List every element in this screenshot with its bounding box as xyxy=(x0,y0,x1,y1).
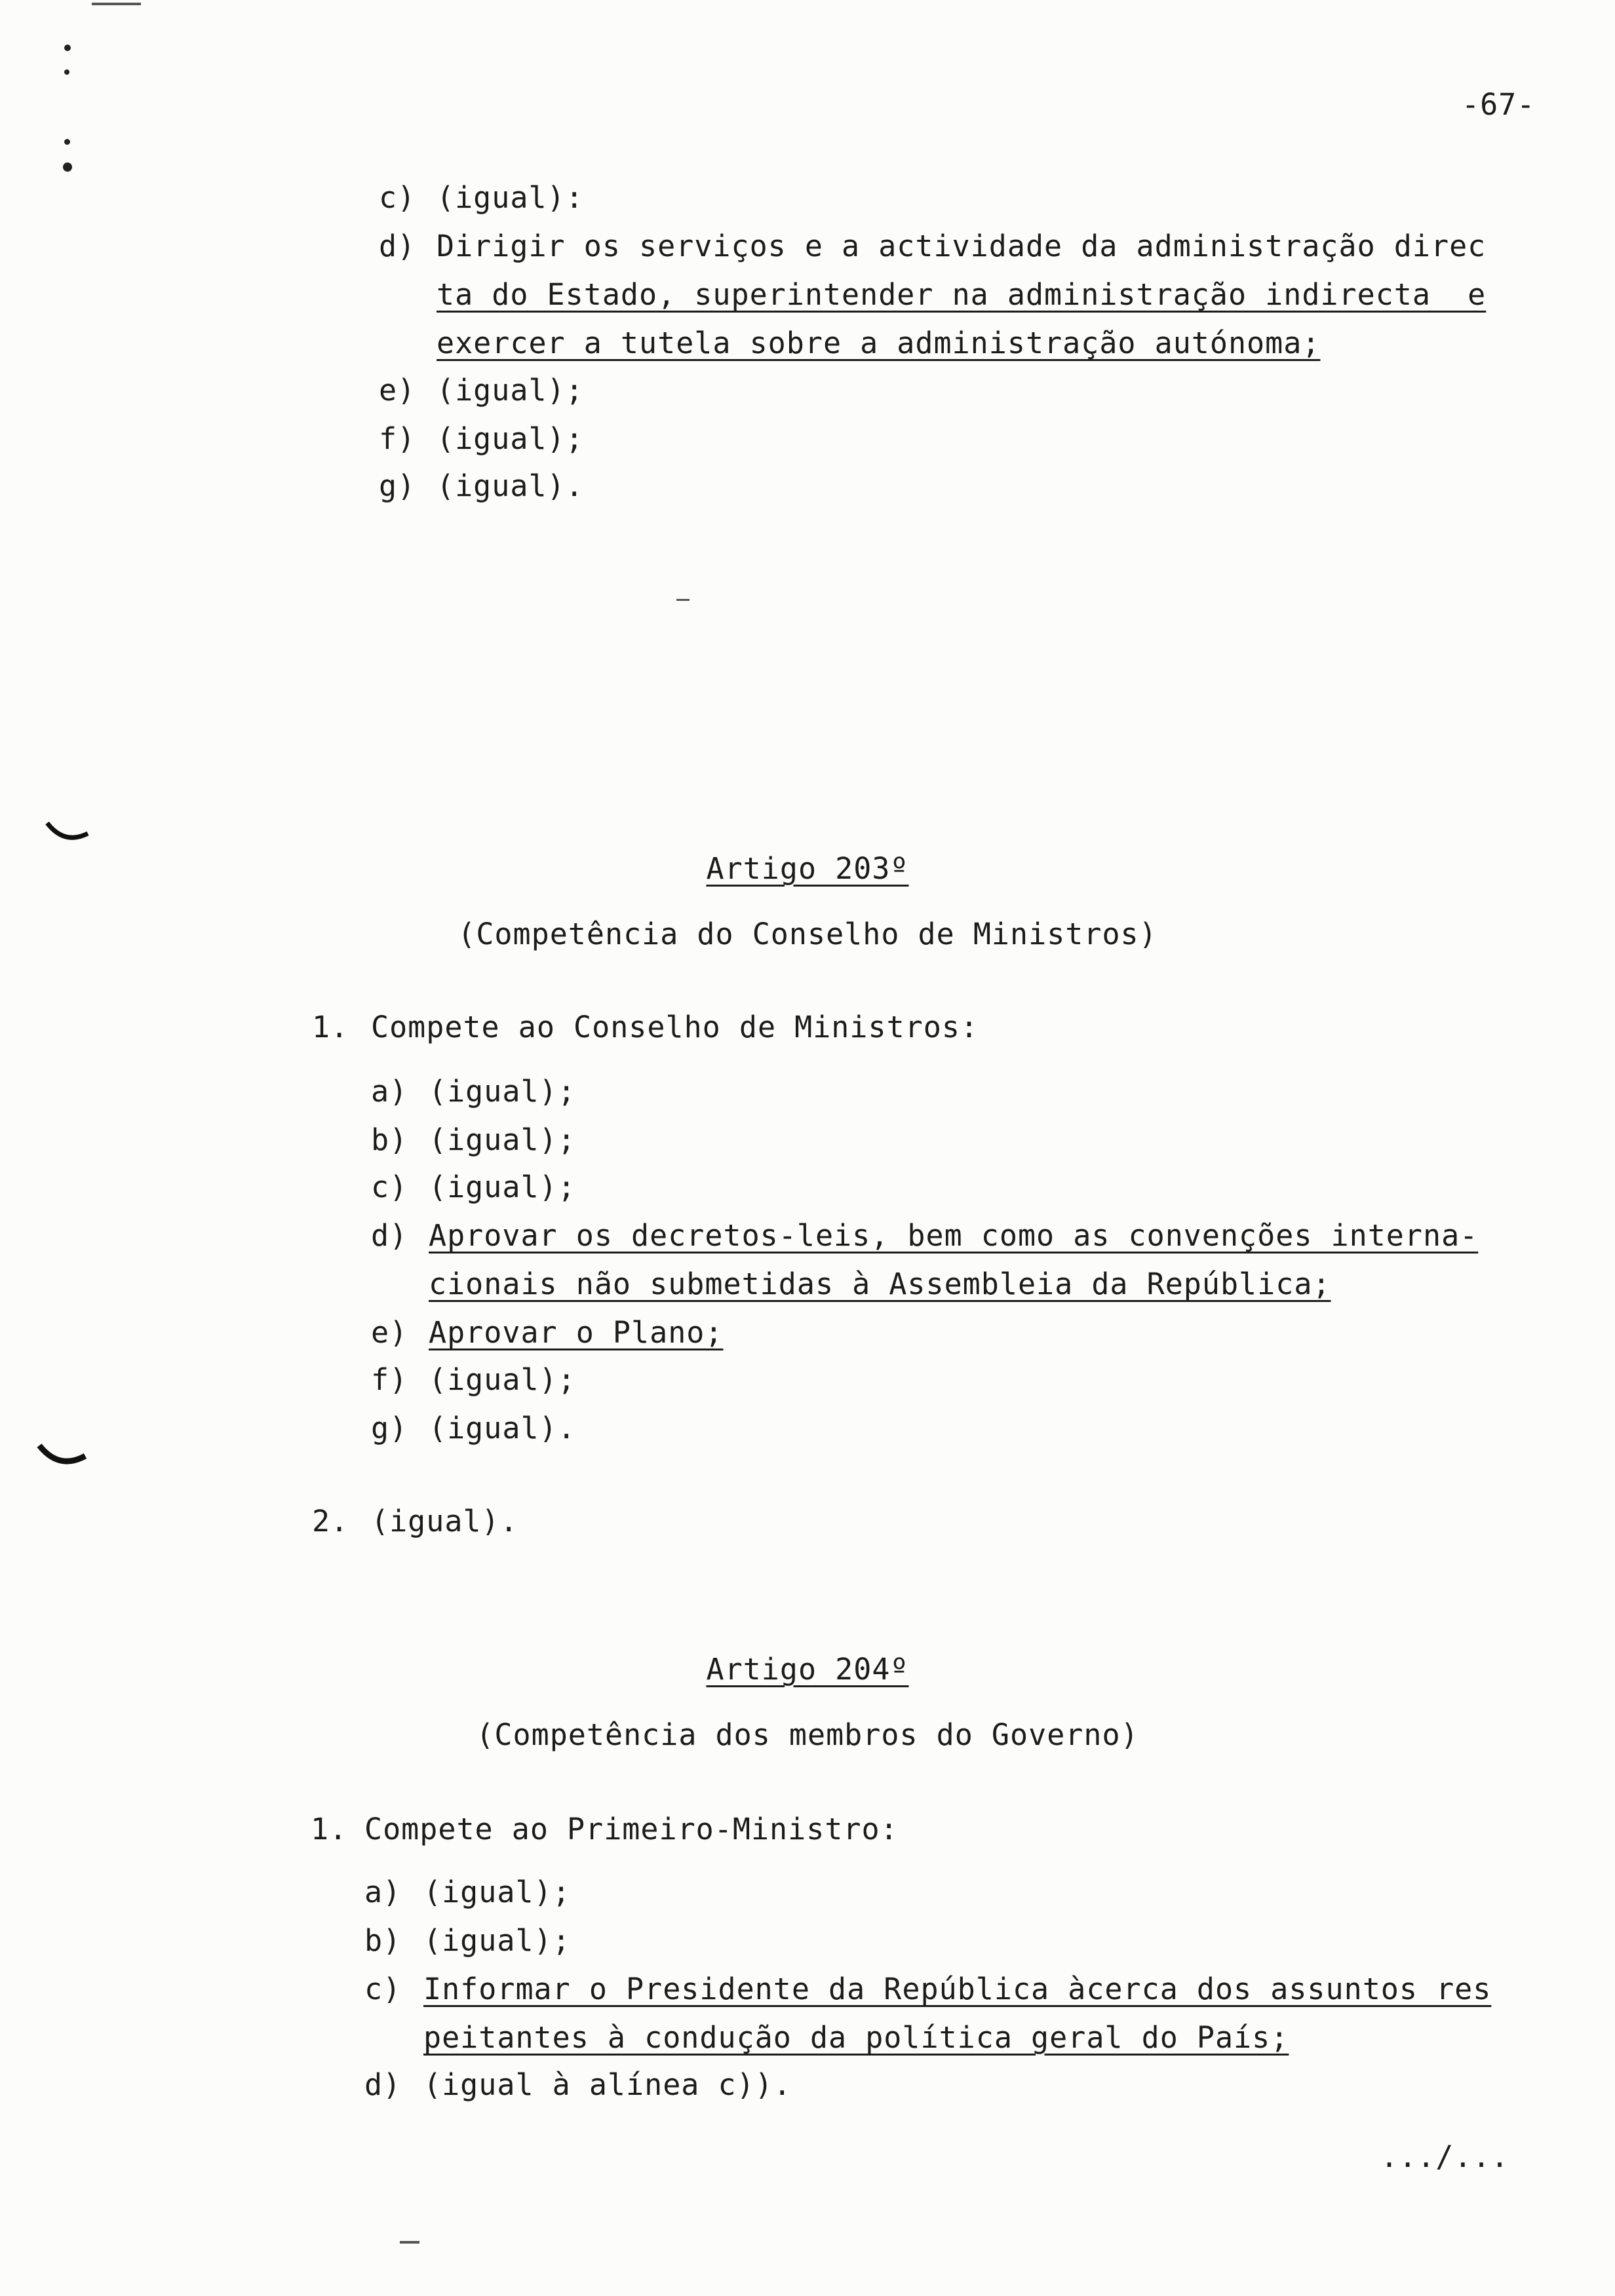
list-label: e) xyxy=(371,1315,408,1350)
list-label: g) xyxy=(371,1411,408,1445)
list-item-text: (igual); xyxy=(429,1074,576,1109)
list-item-text: (igual); xyxy=(437,373,584,408)
punch-hole-mark xyxy=(45,819,92,845)
list-item-text-amended: exercer a tutela sobre a administração autónoma; xyxy=(437,326,1321,360)
list-item-text: (igual à alínea c)). xyxy=(423,2067,792,2102)
list-item-text: (igual); xyxy=(429,1122,576,1157)
paragraph-text: Compete ao Primeiro-Ministro: xyxy=(364,1812,899,1846)
list-label: e) xyxy=(379,373,416,408)
list-label: g) xyxy=(379,469,416,503)
article-203-title: Artigo 203º xyxy=(706,851,909,886)
list-label: d) xyxy=(379,229,416,263)
list-item-text-amended: ta do Estado, superintender na administração indirecta e xyxy=(437,277,1487,312)
list-item-text: Dirigir os serviços e a actividade da administração direc xyxy=(437,229,1487,263)
list-item-text: (igual); xyxy=(423,1875,571,1909)
margin-dot xyxy=(64,45,71,51)
list-label: b) xyxy=(364,1923,402,1958)
list-item-text: (igual). xyxy=(429,1411,576,1445)
list-label: a) xyxy=(371,1074,408,1109)
list-item-text: (igual); xyxy=(429,1170,576,1204)
article-203-subtitle: (Competência do Conselho de Ministros) xyxy=(457,917,1158,951)
list-item-text: (igual). xyxy=(437,469,584,503)
scan-dash xyxy=(676,599,690,601)
margin-dot xyxy=(64,139,70,145)
paragraph-text: (igual). xyxy=(371,1504,518,1539)
scan-dash xyxy=(400,2241,419,2244)
list-label: c) xyxy=(371,1170,408,1204)
list-label: a) xyxy=(364,1875,402,1909)
margin-dot xyxy=(64,69,69,75)
article-204-title: Artigo 204º xyxy=(706,1652,909,1687)
top-edge-line xyxy=(92,3,141,5)
list-item-text: (igual); xyxy=(423,1923,571,1958)
list-label: c) xyxy=(379,180,416,215)
paragraph-number: 1. xyxy=(312,1010,349,1044)
list-item-text-amended: Aprovar os decretos-leis, bem como as convenções interna- xyxy=(429,1218,1479,1253)
list-item-text: (igual): xyxy=(437,180,584,215)
list-item-text-amended: Informar o Presidente da República àcerca dos assuntos res xyxy=(423,1972,1492,2006)
paragraph-number: 2. xyxy=(312,1504,349,1539)
list-item-text-amended: Aprovar o Plano; xyxy=(429,1315,724,1350)
list-label: f) xyxy=(371,1362,408,1397)
list-item-text-amended: peitantes à condução da política geral do País; xyxy=(423,2020,1289,2055)
list-item-text-amended: cionais não submetidas à Assembleia da República; xyxy=(429,1267,1331,1301)
list-label: d) xyxy=(371,1218,408,1253)
list-label: c) xyxy=(364,1972,402,2006)
list-label: b) xyxy=(371,1122,408,1157)
page-number: -67- xyxy=(1462,87,1536,122)
list-item-text: (igual); xyxy=(429,1362,576,1397)
paragraph-text: Compete ao Conselho de Ministros: xyxy=(371,1010,979,1044)
continuation-mark: .../... xyxy=(1380,2139,1509,2174)
list-label: d) xyxy=(364,2067,402,2102)
punch-hole-mark xyxy=(37,1442,89,1470)
article-204-subtitle: (Competência dos membros do Governo) xyxy=(476,1717,1139,1752)
list-item-text: (igual); xyxy=(437,421,584,456)
margin-dot xyxy=(63,163,72,172)
paragraph-number: 1. xyxy=(311,1812,348,1846)
list-label: f) xyxy=(379,421,416,456)
